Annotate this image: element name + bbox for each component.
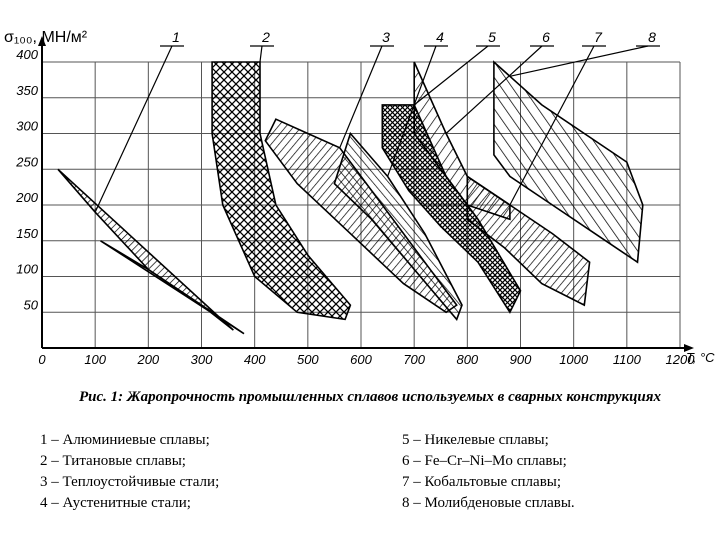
legend-right <box>402 430 575 514</box>
leader-line-2 <box>260 46 262 62</box>
legend-item: 6 – Fe–Cr–Ni–Mo сплавы; <box>402 453 567 469</box>
x-tick-label: 1000 <box>559 352 589 367</box>
x-tick-label: 800 <box>456 352 479 367</box>
series-label-3: 3 <box>382 29 390 45</box>
legend-item: 7 – Кобальтовые сплавы; <box>402 474 562 490</box>
series-label-4: 4 <box>436 29 444 45</box>
y-tick-label: 350 <box>16 82 38 98</box>
legend-item: 3 – Теплоустойчивые стали; <box>40 474 220 490</box>
figure-caption: Рис. 1: Жаропрочность промышленных сплавов используемых в сварных конструкциях <box>78 389 662 405</box>
y-tick-label: 300 <box>16 118 38 134</box>
y-tick-label: 100 <box>16 261 38 277</box>
x-tick-label: 100 <box>84 352 107 367</box>
legend-item: 2 – Титановые сплавы; <box>40 453 186 469</box>
series-label-5: 5 <box>488 29 496 45</box>
x-tick-label: 200 <box>137 352 160 367</box>
legend-item: 5 – Никелевые сплавы; <box>402 432 549 448</box>
y-tick-label: 200 <box>16 190 38 205</box>
x-axis-title: T, °С <box>686 350 715 365</box>
y-axis-title: σ₁₀₀, МН/м² <box>4 29 88 46</box>
series-label-2: 2 <box>262 29 270 45</box>
x-tick-label: 1100 <box>612 352 641 367</box>
x-tick-label: 1200 <box>665 352 695 367</box>
legend-item: 4 – Аустенитные стали; <box>40 495 191 511</box>
y-tick-label: 50 <box>23 297 38 313</box>
y-tick-label: 150 <box>16 225 38 241</box>
x-tick-label: 600 <box>350 352 372 367</box>
x-tick-label: 900 <box>509 352 532 367</box>
legend-item: 1 – Алюминиевые сплавы; <box>40 432 210 448</box>
series-label-8: 8 <box>648 29 656 45</box>
legend-item: 8 – Молибденовые сплавы. <box>402 495 575 511</box>
leader-line-1 <box>95 46 172 212</box>
series-label-1: 1 <box>172 29 180 45</box>
series-area-1 <box>58 169 244 333</box>
x-tick-label: 500 <box>296 352 319 367</box>
x-tick-label: 400 <box>243 352 266 367</box>
y-tick-label: 400 <box>16 47 38 62</box>
x-tick-label: 300 <box>190 352 213 367</box>
legend-left <box>40 430 219 514</box>
y-tick-label: 250 <box>16 154 38 170</box>
x-tick-label: 700 <box>403 352 426 367</box>
series-label-6: 6 <box>542 29 550 45</box>
x-tick-label: 0 <box>38 352 46 367</box>
series-label-7: 7 <box>594 29 602 45</box>
